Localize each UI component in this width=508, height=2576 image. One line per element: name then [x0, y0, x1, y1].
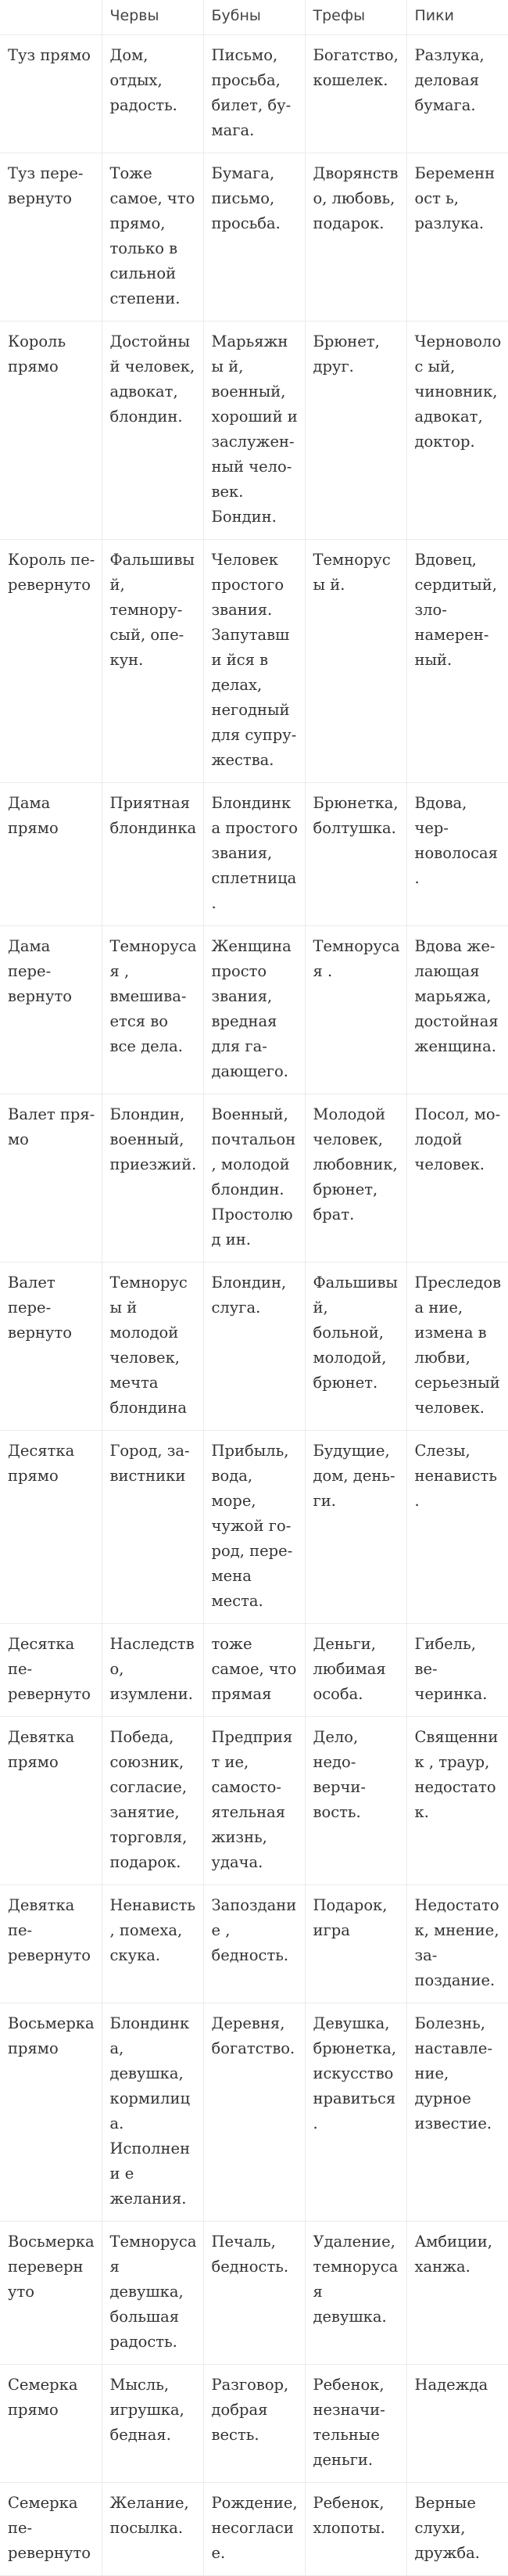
cell-spades: Надежда [406, 2365, 508, 2483]
row-label: Король прямо [0, 322, 102, 540]
cell-diamonds: тоже самое, что прямая [203, 1624, 305, 1717]
row-label: Девятка прямо [0, 1717, 102, 1885]
cell-hearts: Победа, союзник, согласие, занятие, торговля, подарок. [102, 1717, 203, 1885]
cell-clubs: Ребенок, незначительные деньги. [305, 2365, 406, 2483]
row-label: Девятка перевернуто [0, 1885, 102, 2003]
row-label: Валет прямо [0, 1094, 102, 1263]
cell-hearts: Мысль, игрушка, бедная. [102, 2365, 203, 2483]
cell-clubs: Будущие, дом, деньги. [305, 1431, 406, 1624]
row-label: Десятка перевернуто [0, 1624, 102, 1717]
cell-diamonds: Марьяжны й, военный, хороший и заслуженный человек. Бондин. [203, 322, 305, 540]
cell-spades: Вдова, черноволосая. [406, 783, 508, 926]
cell-hearts: Желание, посылка. [102, 2483, 203, 2576]
row-label: Король перевернуто [0, 540, 102, 783]
cell-clubs: Девушка, брюнетка, искусство нравиться. [305, 2003, 406, 2222]
cell-spades: Вдовец, сердитый, злонамеренный. [406, 540, 508, 783]
cell-hearts: Приятная блондинка [102, 783, 203, 926]
cell-diamonds: Бумага, письмо, просьба. [203, 153, 305, 322]
header-row [0, 0, 508, 35]
cell-spades: Слезы, ненависть. [406, 1431, 508, 1624]
cell-diamonds: Разговор, добрая весть. [203, 2365, 305, 2483]
cell-clubs: Богатство, кошелек. [305, 35, 406, 153]
cell-hearts: Фальшивы й, темнорусый, опекун. [102, 540, 203, 783]
cell-diamonds: Рождение, несогласие. [203, 2483, 305, 2576]
cell-diamonds: Блондинка простого звания, сплетница. [203, 783, 305, 926]
cell-diamonds: Человек простого звания. Запутавши йся в делах, негодный для супружества. [203, 540, 305, 783]
cell-spades: Недостаток, мнение, запоздание. [406, 1885, 508, 2003]
table-row [0, 1094, 508, 1263]
cell-spades: Преследова ние, измена в любви, серьезный человек. [406, 1263, 508, 1431]
cell-clubs: Ребенок, хлопоты. [305, 2483, 406, 2576]
table-row [0, 1624, 508, 1717]
cell-clubs: Дело, недоверчивость. [305, 1717, 406, 1885]
cell-spades: Болезнь, наставление, дурное известие. [406, 2003, 508, 2222]
header-clubs: Трефы [305, 0, 406, 35]
cell-diamonds: Блондин, слуга. [203, 1263, 305, 1431]
cell-diamonds: Запоздание , бедность. [203, 1885, 305, 2003]
cell-clubs: Темнорусая . [305, 926, 406, 1094]
cell-spades: Верные слухи, дружба. [406, 2483, 508, 2576]
row-label: Дама прямо [0, 783, 102, 926]
table-row [0, 783, 508, 926]
cell-hearts: Дом, отдых, радость. [102, 35, 203, 153]
cell-spades: Вдова желающая марьяжа, достойная женщина. [406, 926, 508, 1094]
cell-hearts: Город, завистники [102, 1431, 203, 1624]
cell-clubs: Подарок, игра [305, 1885, 406, 2003]
cell-diamonds: Прибыль, вода, море, чужой город, перемена места. [203, 1431, 305, 1624]
cell-hearts: Ненависть, помеха, скука. [102, 1885, 203, 2003]
cell-hearts: Блондинка, девушка, кормилица. Исполнени е желания. [102, 2003, 203, 2222]
table-row [0, 153, 508, 322]
cell-clubs: Молодой человек, любовник, брюнет, брат. [305, 1094, 406, 1263]
cell-spades: Черноволос ый, чиновник, адвокат, доктор. [406, 322, 508, 540]
header-spades: Пики [406, 0, 508, 35]
row-label: Восьмерка перевернуто [0, 2222, 102, 2365]
cell-hearts: Темнорусая девушка, большая радость. [102, 2222, 203, 2365]
table-row [0, 1885, 508, 2003]
table-header [0, 0, 508, 35]
row-label: Семерка перевернуто [0, 2483, 102, 2576]
table-row [0, 2003, 508, 2222]
table-row [0, 2365, 508, 2483]
cell-hearts: Блондин, военный, приезжий. [102, 1094, 203, 1263]
cell-diamonds: Предприят ие, самостоятельная жизнь, удача. [203, 1717, 305, 1885]
cell-clubs: Деньги, любимая особа. [305, 1624, 406, 1717]
cell-clubs: Фальшивы й, больной, молодой, брюнет. [305, 1263, 406, 1431]
row-label: Восьмерка прямо [0, 2003, 102, 2222]
row-label: Дама перевернуто [0, 926, 102, 1094]
table-row [0, 322, 508, 540]
header-corner [0, 0, 102, 35]
row-label: Семерка прямо [0, 2365, 102, 2483]
cell-hearts: Темнорусая , вмешивается во все дела. [102, 926, 203, 1094]
cell-clubs: Дворянство, любовь, подарок. [305, 153, 406, 322]
header-hearts: Червы [102, 0, 203, 35]
table-body [0, 35, 508, 2576]
header-diamonds: Бубны [203, 0, 305, 35]
cell-spades: Амбиции, ханжа. [406, 2222, 508, 2365]
table-row [0, 1263, 508, 1431]
table-row [0, 2222, 508, 2365]
cell-diamonds: Женщина просто звания, вредная для гадающего. [203, 926, 305, 1094]
cell-diamonds: Деревня, богатство. [203, 2003, 305, 2222]
table-row [0, 35, 508, 153]
table-row [0, 1717, 508, 1885]
table-row [0, 2483, 508, 2576]
cell-spades: Священник , траур, недостаток. [406, 1717, 508, 1885]
cell-clubs: Темнорусы й. [305, 540, 406, 783]
row-label: Туз перевернуто [0, 153, 102, 322]
row-label: Туз прямо [0, 35, 102, 153]
cell-spades: Разлука, деловая бумага. [406, 35, 508, 153]
cell-hearts: Тоже самое, что прямо, только в сильной степени. [102, 153, 203, 322]
table-row [0, 1431, 508, 1624]
row-label: Десятка прямо [0, 1431, 102, 1624]
cell-diamonds: Печаль, бедность. [203, 2222, 305, 2365]
cell-hearts: Наследство, изумлени. [102, 1624, 203, 1717]
cell-clubs: Брюнет, друг. [305, 322, 406, 540]
cell-hearts: Темнорусы й молодой человек, мечта блондина [102, 1263, 203, 1431]
cell-clubs: Брюнетка, болтушка. [305, 783, 406, 926]
cell-hearts: Достойный человек, адвокат, блондин. [102, 322, 203, 540]
table-row [0, 540, 508, 783]
cell-diamonds: Письмо, просьба, билет, бумага. [203, 35, 305, 153]
cell-clubs: Удаление, темнорусая девушка. [305, 2222, 406, 2365]
cell-spades: Гибель, вечеринка. [406, 1624, 508, 1717]
cell-spades: Беременност ь, разлука. [406, 153, 508, 322]
row-label: Валет перевернуто [0, 1263, 102, 1431]
cell-diamonds: Военный, почтальон, молодой блондин. Простолюд ин. [203, 1094, 305, 1263]
cell-spades: Посол, молодой человек. [406, 1094, 508, 1263]
table-row [0, 926, 508, 1094]
